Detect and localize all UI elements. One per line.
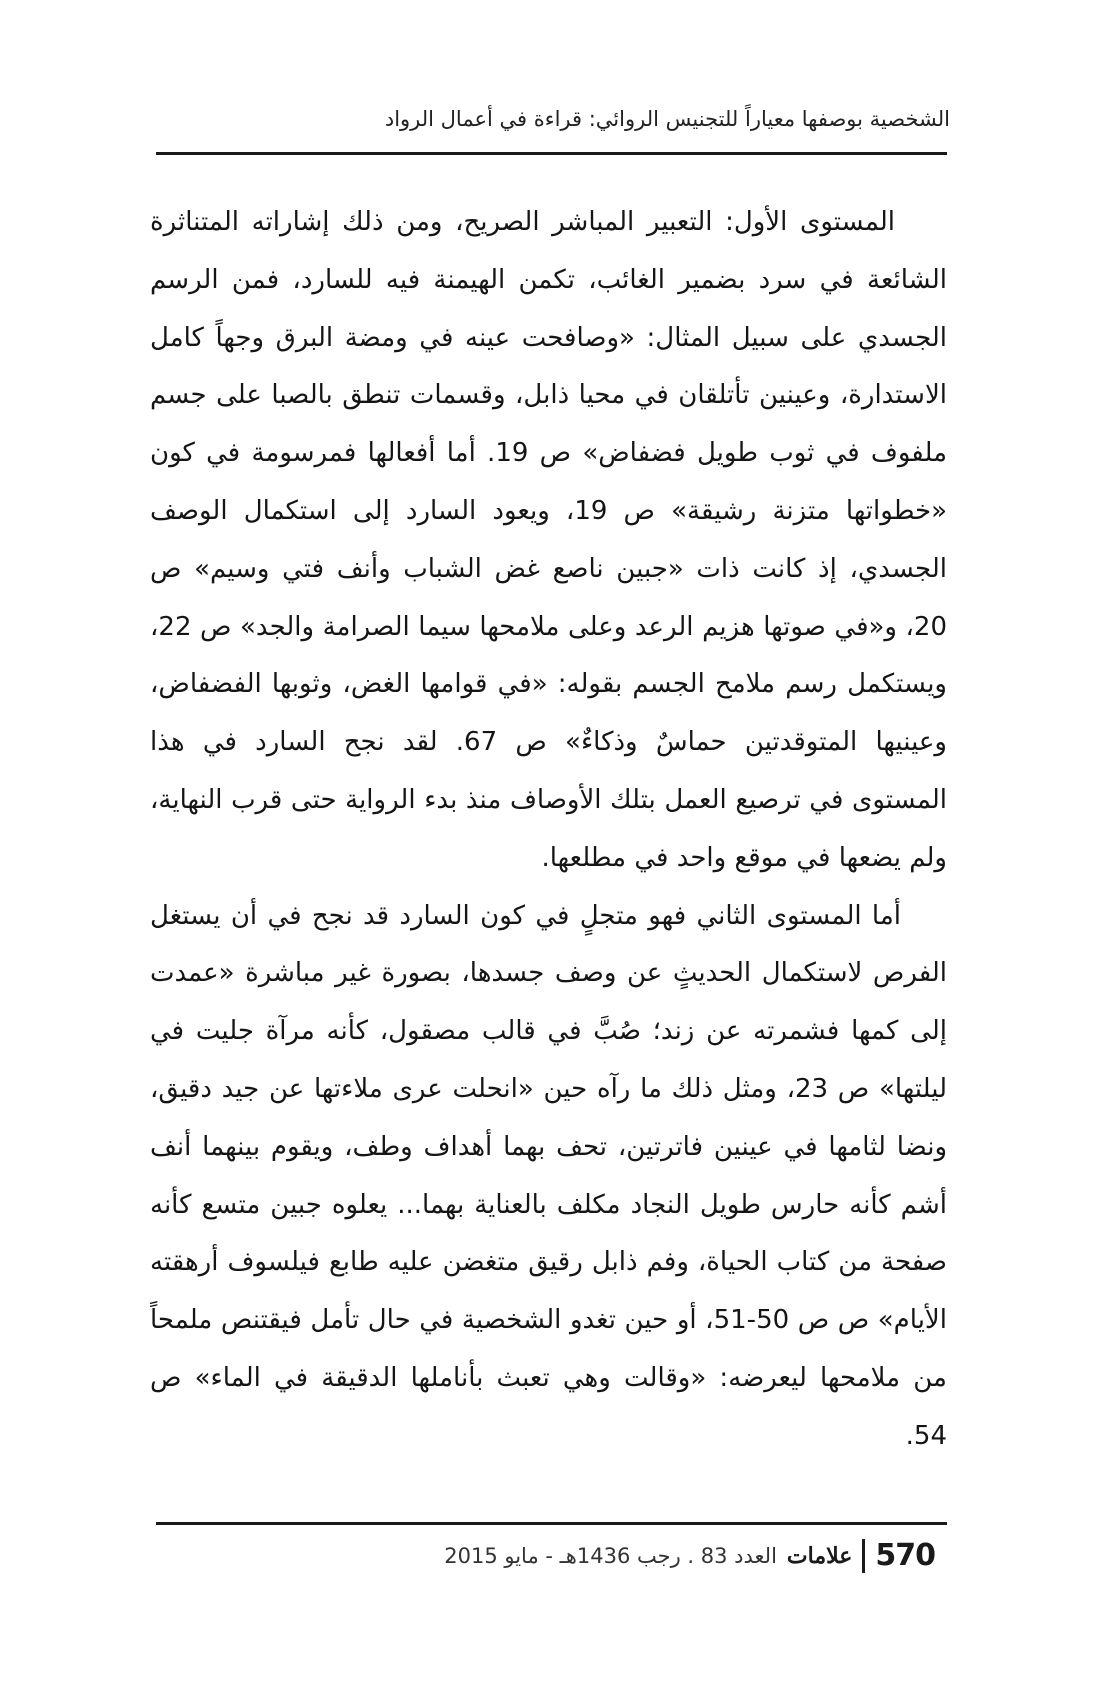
journal-logo: علامات — [786, 1542, 853, 1569]
paragraph-first-level: المستوى الأول: التعبير المباشر الصريح، ومن ذلك إشاراته المتناثرة الشائعة في سرد بضمير الغائب، تكمن الهيمنة فيه للسارد، فمن الرسم الجسدي على سبيل المثال: «وصافحت عينه في ومضة البرق وجهاً كامل الاستدارة، وعينين تأتلقان في محيا ذابل، وقسمات تنطق بالصبا على جسم ملفوف في ثوب طويل فضفاض» ص 19. أما أفعالها فمرسومة في كون «خطواتها متزنة رشيقة» ص 19، ويعود السارد إلى استكمال الوصف الجسدي، إذ كانت ذات «جبين ناصع غض الشباب وأنف فتي وسيم» ص 20، و«في صوتها هزيم الرعد وعلى ملامحها سيما الصرامة والجد» ص 22، ويستكمل رسم ملامح الجسم بقوله: «في قوامها الغض، وثوبها الفضفاض، وعينيها المتوقدتين حماسٌ وذكاءٌ» ص 67. لقد نجح السارد في هذا المستوى في ترصيع العمل بتلك الأوصاف منذ بدء الرواية حتى قرب النهاية، ولم يضعها في موقع واحد في مطلعها. — [150, 207, 948, 873]
footer-separator — [862, 1539, 865, 1573]
running-header: الشخصية بوصفها معياراً للتجنيس الروائي: قراءة في أعمال الرواد — [384, 107, 950, 131]
body-text — [150, 194, 947, 1466]
page-number: 570 — [875, 1538, 935, 1573]
page-footer — [444, 1538, 935, 1573]
footer-divider — [156, 1522, 947, 1525]
paragraph-second-level: أما المستوى الثاني فهو متجلٍ في كون السارد قد نجح في أن يستغل الفرص لاستكمال الحديثٍ عن وصف جسدها، بصورة غير مباشرة «عمدت إلى كمها فشمرته عن زند؛ صُبَّ في قالب مصقول، كأنه مرآة جليت في ليلتها» ص 23، ومثل ذلك ما رآه حين «انحلت عرى ملاءتها عن جيد دقيق، ونضا لثامها في عينين فاترتين، تحف بهما أهداف وطف، ويقوم بينهما أنف أشم كأنه حارس طويل النجاد مكلف بالعناية بهما... يعلوه جبين متسع كأنه صفحة من كتاب الحياة، وفم ذابل رقيق متغضن عليه طابع فيلسوف أرهقته الأيام» ص ص 50-51، أو حين تغدو الشخصية في حال تأمل فيقتنص ملمحاً من ملامحها ليعرضه: «وقالت وهي تعبث بأناملها الدقيقة في الماء» ص 54. — [150, 900, 947, 1451]
issue-info: العدد 83 . رجب 1436هـ - مايو 2015 — [444, 1543, 777, 1568]
header-divider — [156, 152, 947, 155]
